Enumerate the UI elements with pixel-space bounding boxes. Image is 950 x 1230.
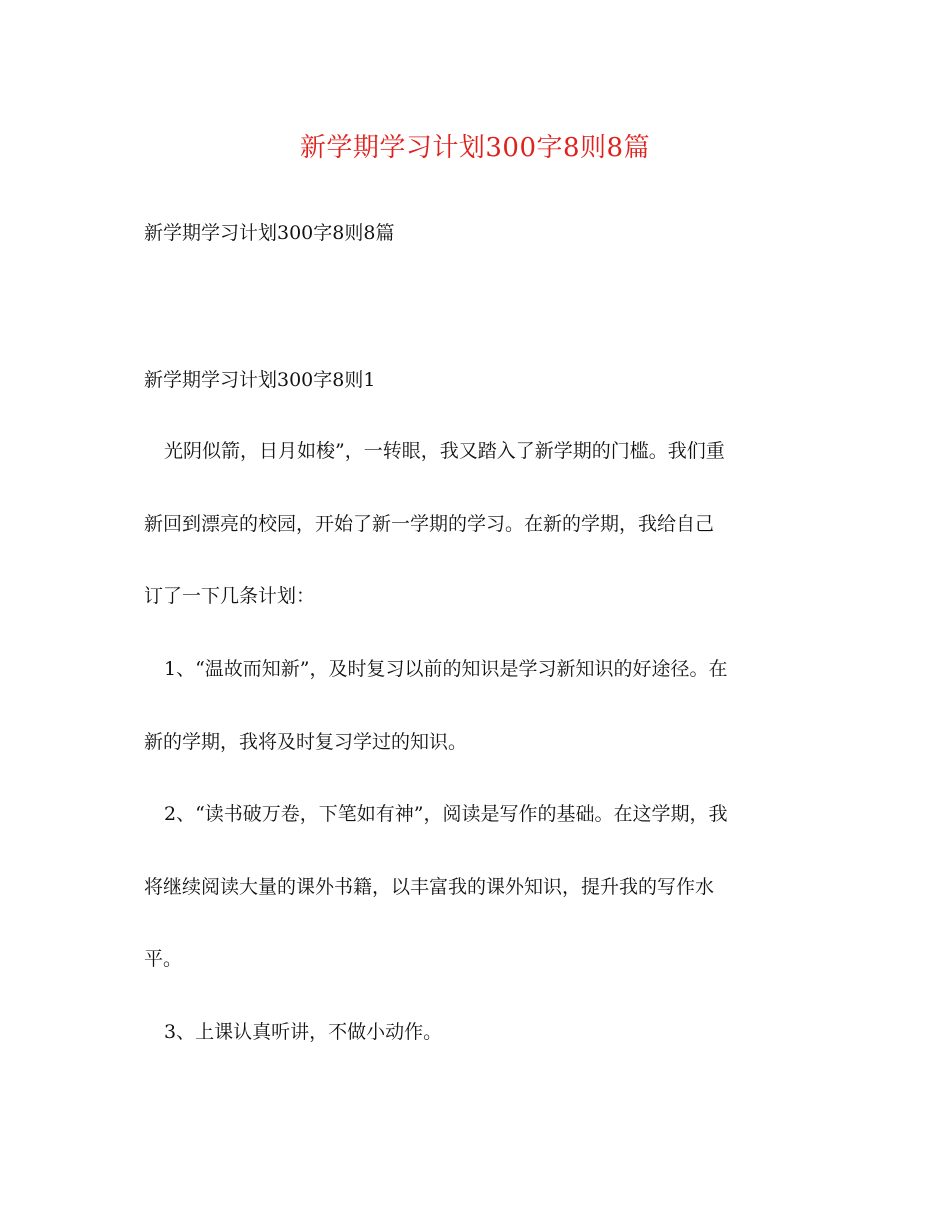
paragraph-line: 新回到漂亮的校园，开始了新一学期的学习。在新的学期，我给自己 bbox=[144, 513, 715, 535]
paragraph-line: 光阴似箭，日月如梭”，一转眼，我又踏入了新学期的门槛。我们重 bbox=[164, 440, 725, 462]
subtitle-line: 新学期学习计划300字8则8篇 bbox=[144, 222, 395, 244]
document-title: 新学期学习计划300字8则8篇 bbox=[299, 133, 651, 163]
section-heading: 新学期学习计划300字8则1 bbox=[144, 369, 376, 391]
list-item-2-line: 平。 bbox=[144, 948, 183, 970]
list-item-3-line: 3、上课认真听讲，不做小动作。 bbox=[164, 1021, 443, 1043]
list-item-2-line: 2、“读书破万卷，下笔如有神”，阅读是写作的基础。在这学期，我 bbox=[164, 803, 728, 825]
paragraph-line: 订了一下几条计划： bbox=[144, 585, 316, 607]
list-item-1-line: 1、“温故而知新”，及时复习以前的知识是学习新知识的好途径。在 bbox=[164, 658, 728, 680]
list-item-2-line: 将继续阅读大量的课外书籍，以丰富我的课外知识，提升我的写作水 bbox=[144, 876, 715, 898]
list-item-1-line: 新的学期，我将及时复习学过的知识。 bbox=[144, 731, 468, 753]
